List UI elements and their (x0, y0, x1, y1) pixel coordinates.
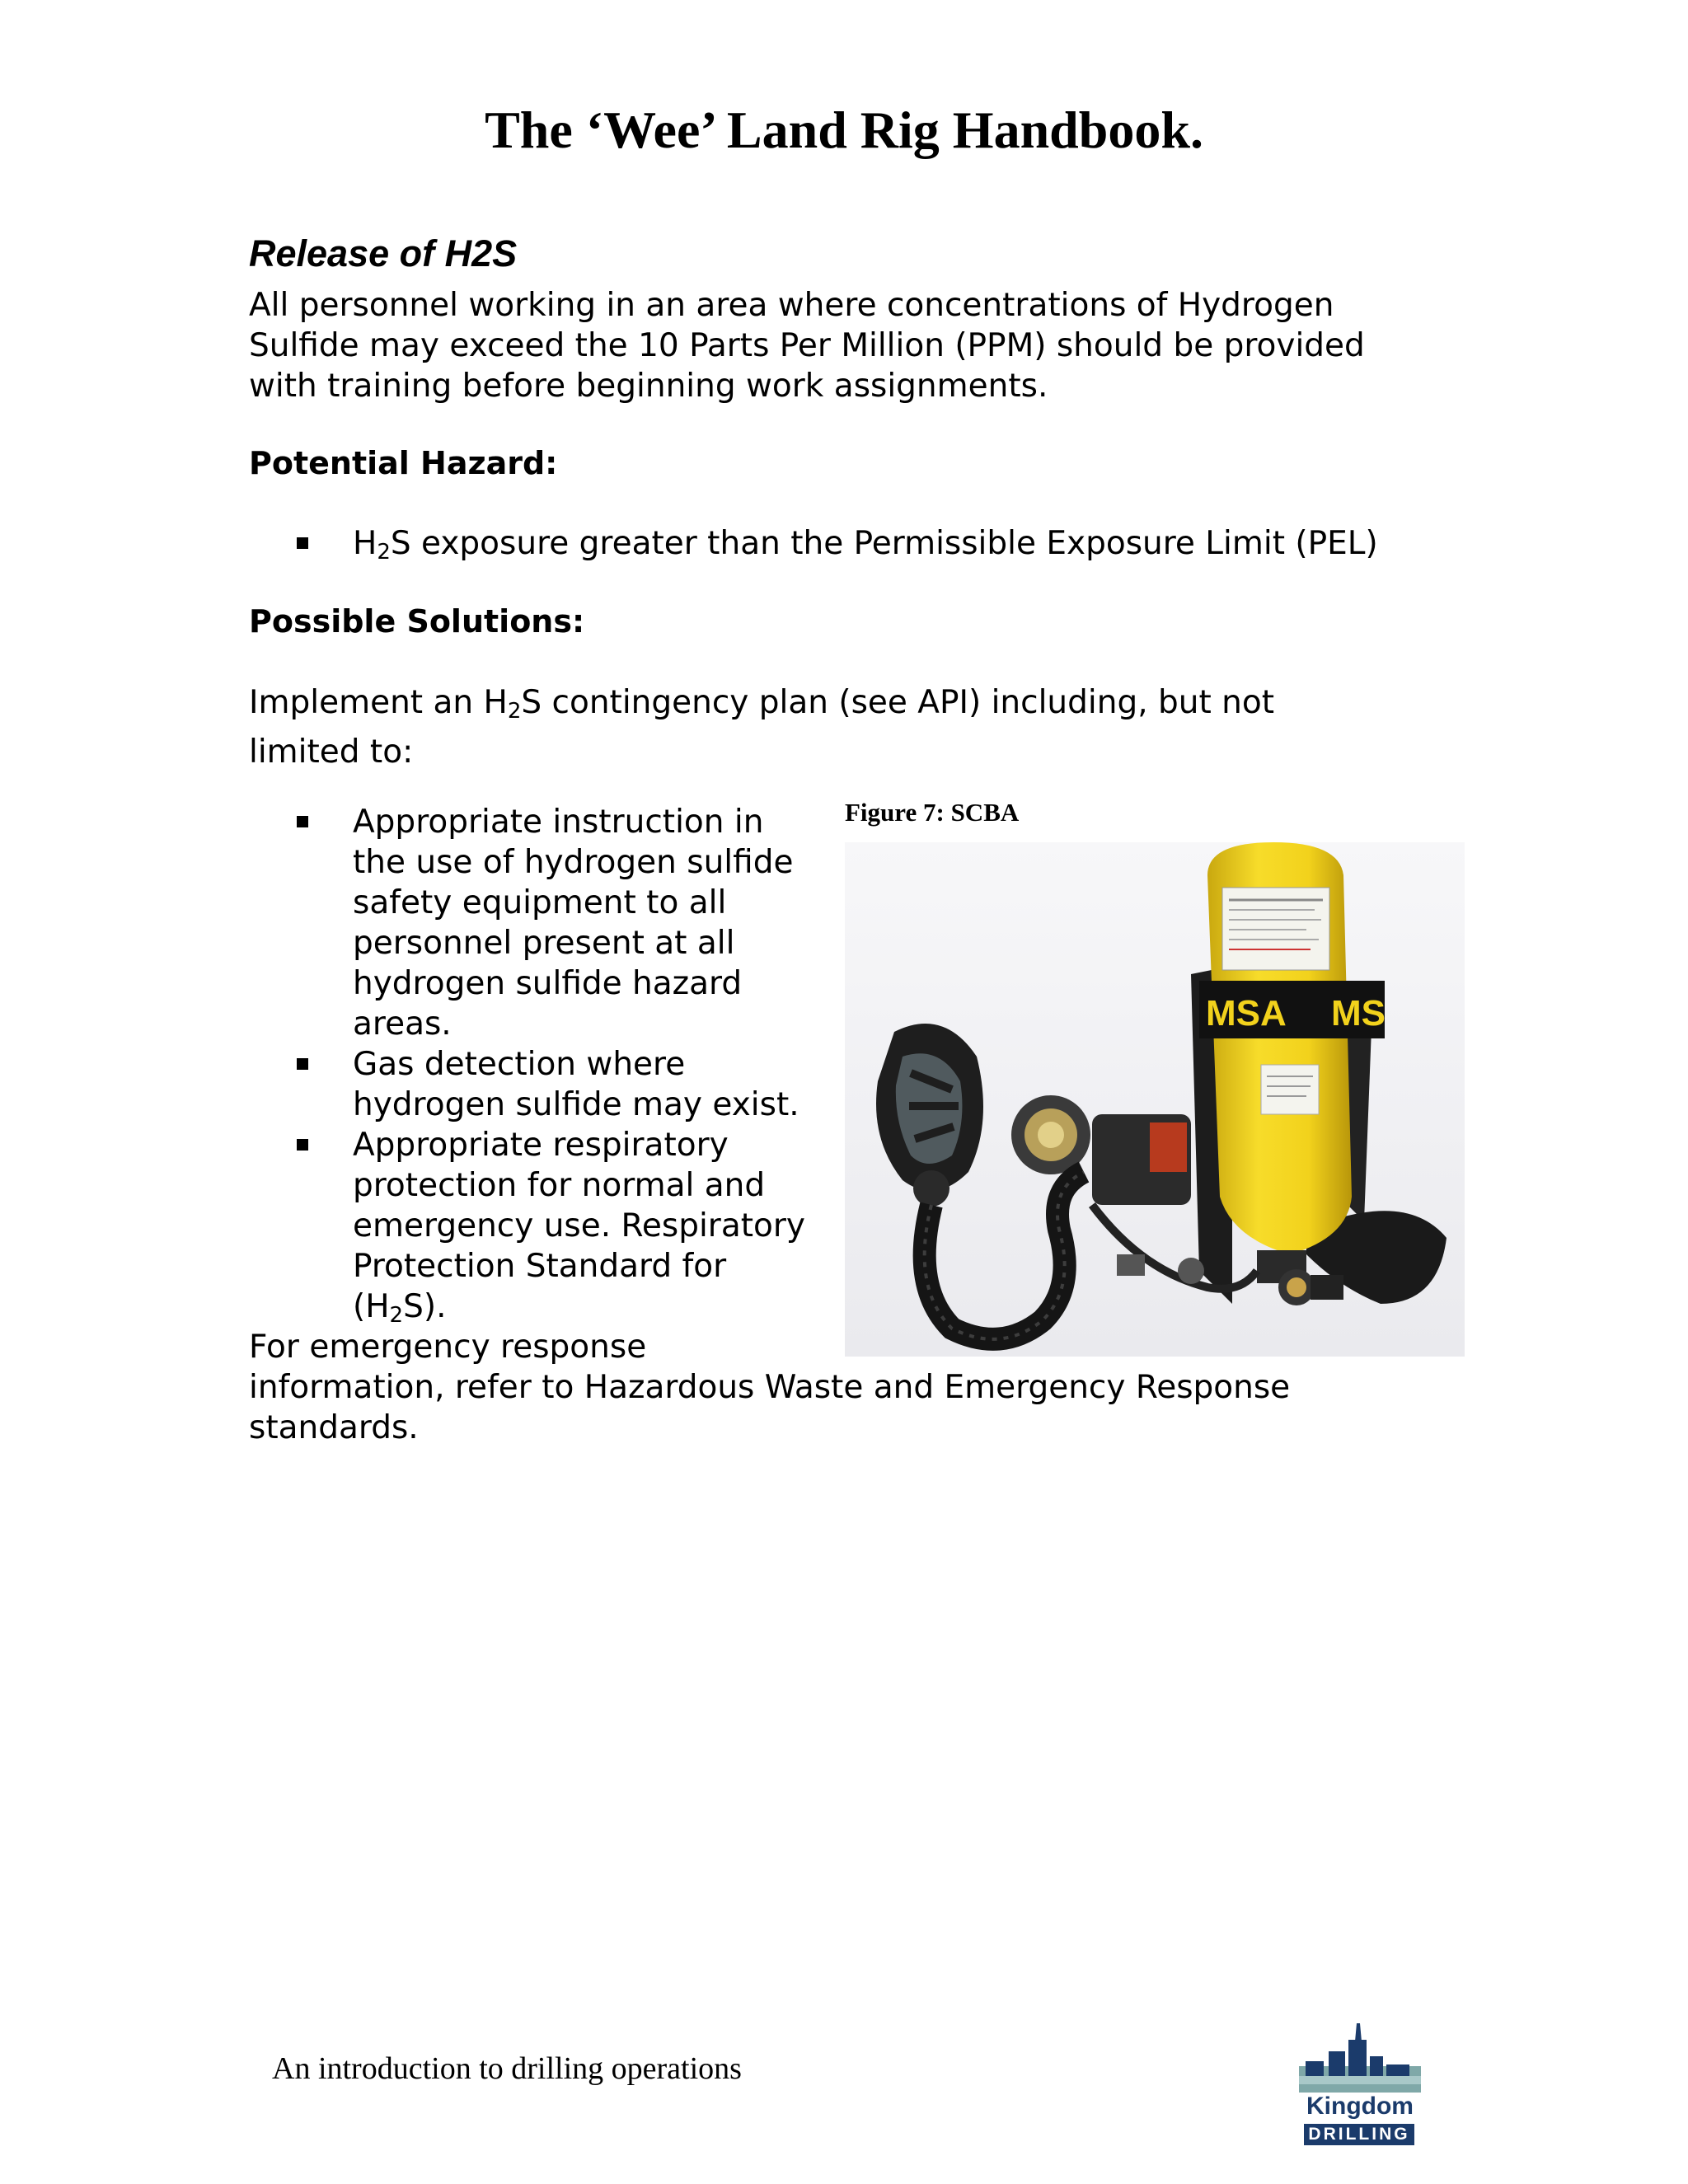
scba-photo (845, 842, 1465, 1357)
hazard-item-text: $H_2S$ exposure greater than the Permissible Exposure Limit (PEL) (353, 525, 1378, 565)
closing-line: standards. (249, 1409, 419, 1446)
potential-hazard-heading: Potential Hazard: (249, 445, 558, 481)
intro-line: Sulfide may exceed the 10 Parts Per Million (PPM) should be provided (249, 327, 1365, 364)
solution-bullet (297, 1125, 805, 1336)
logo-name: Kingdom (1306, 2093, 1414, 2120)
solutions-intro-line: Implement an $H_2S$ contingency plan (see API) including, but not (249, 684, 1275, 724)
footer-text: An introduction to drilling operations (272, 2051, 742, 2086)
closing-line: For emergency response (249, 1329, 647, 1366)
possible-solutions-heading: Possible Solutions: (249, 603, 585, 640)
intro-line: All personnel working in an area where concentrations of Hydrogen (249, 287, 1334, 324)
cylinder-brand-text: MSA (1206, 993, 1287, 1033)
logo-subtitle: DRILLING (1304, 2124, 1414, 2145)
solution-bullet-text: Gas detection where hydrogen sulfide may exist. (353, 1046, 799, 1123)
company-logo (1299, 2023, 1421, 2147)
solution-bullet-text: Appropriate respiratory protection for normal and emergency use. Respiratory Protection Standard for $(H_2S)$. (353, 1127, 805, 1328)
section-heading: Release of H2S (249, 232, 518, 274)
cylinder-brand-text-partial: MS (1331, 993, 1386, 1033)
bullet-marker (297, 537, 308, 549)
closing-line: information, refer to Hazardous Waste and Emergency Response (249, 1369, 1291, 1406)
page-title: The ‘Wee’ Land Rig Handbook. (485, 101, 1203, 159)
hazard-bullet (297, 523, 1378, 573)
rig-skyline-icon (1299, 2023, 1421, 2093)
bullet-marker (297, 1139, 308, 1151)
solution-bullet (297, 1044, 799, 1125)
intro-paragraph (249, 285, 1444, 406)
bullet-marker (297, 1058, 308, 1070)
solution-bullet (297, 802, 793, 1044)
solutions-intro-line: limited to: (249, 733, 414, 771)
solutions-intro (249, 682, 1274, 772)
figure-caption: Figure 7: SCBA (845, 798, 1020, 827)
intro-line: with training before beginning work assignments. (249, 368, 1048, 405)
bullet-marker (297, 816, 308, 827)
solution-bullet-text: Appropriate instruction in the use of hydrogen sulfide safety equipment to all personnel present at all hydrogen sulfide hazard areas. (353, 804, 794, 1043)
